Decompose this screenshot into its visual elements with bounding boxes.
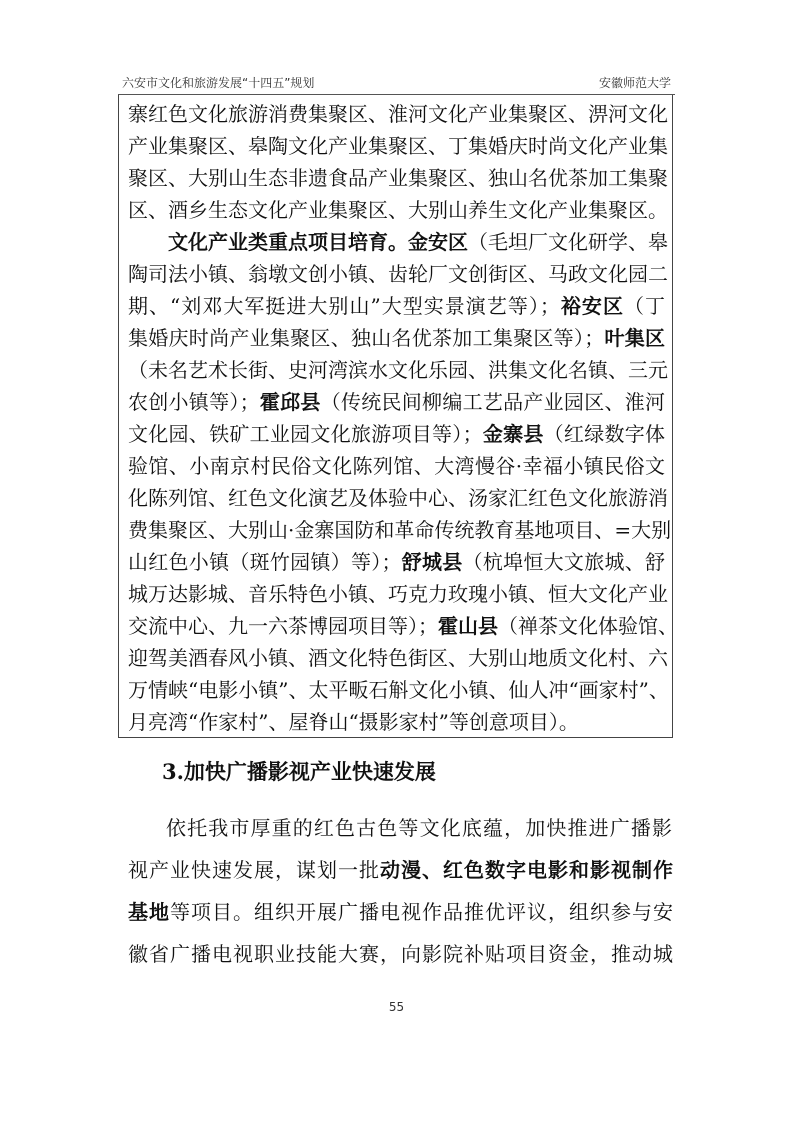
box-line: 万情峡“电影小镇”、太平畈石斛文化小镇、仙人冲“画家村”、 [128,678,669,702]
body-line: 依托我市厚重的红色古色等文化底蕴，加快推进广播影 [166,816,673,840]
body-line: 基地等项目。组织开展广播电视作品推优评议，组织参与安 [128,900,674,924]
box-line: 寨红色文化旅游消费集聚区、淮河文化产业集聚区、淠河文化 [128,102,668,126]
box-line: 验馆、小南京村民俗文化陈列馆、大湾慢谷·幸福小镇民俗文 [128,454,665,478]
box-line: 陶司法小镇、翁墩文创小镇、齿轮厂文创街区、马政文化园二 [128,262,668,286]
box-line: 集婚庆时尚产业集聚区、独山名优茶加工集聚区等）；叶集区 [128,326,666,350]
box-line: 产业集聚区、皋陶文化产业集聚区、丁集婚庆时尚文化产业集 [128,134,668,158]
body-line: 徽省广播电视职业技能大赛，向影院补贴项目资金，推动城 [128,942,674,966]
box-line: 农创小镇等）；霍邱县（传统民间柳编工艺品产业园区、淮河 [128,390,666,414]
box-line: 费集聚区、大别山·金寨国防和革命传统教育基地项目、=大别 [128,518,672,542]
box-line: 文化产业类重点项目培育。金安区（毛坦厂文化研学、皋 [168,230,668,254]
page-number: 55 [388,1000,405,1014]
box-line: 文化园、铁矿工业园文化旅游项目等）；金寨县（红绿数字体 [128,422,666,446]
box-line: （未名艺术长街、史河湾滨水文化乐园、洪集文化名镇、三元 [128,358,668,382]
box-line: 山红色小镇（斑竹园镇）等）；舒城县（杭埠恒大文旅城、舒 [128,550,666,574]
section-heading: 3.加快广播影视产业快速发展 [162,759,436,784]
box-line: 迎驾美酒春风小镇、酒文化特色街区、大别山地质文化村、六 [128,646,668,670]
header-title: 六安市文化和旅游发展“十四五”规划 [122,76,315,90]
box-line: 月亮湾“作家村”、屋脊山“摄影家村”等创意项目）。 [128,710,579,734]
box-line: 区、酒乡生态文化产业集聚区、大别山养生文化产业集聚区。 [128,198,668,222]
box-line: 城万达影城、音乐特色小镇、巧克力玫瑰小镇、恒大文化产业 [128,582,668,606]
box-line: 交流中心、九一六茶博园项目等）；霍山县（禅茶文化体验馆、 [128,614,678,638]
header-institution: 安徽师范大学 [598,76,671,90]
box-line: 期、“刘邓大军挺进大别山”大型实景演艺等）；裕安区（丁 [128,294,666,318]
page-header [118,70,675,92]
box-line: 聚区、大别山生态非遗食品产业集聚区、独山名优茶加工集聚 [128,166,668,190]
body-line: 视产业快速发展，谋划一批动漫、红色数字电影和影视制作 [128,858,674,882]
box-line: 化陈列馆、红色文化演艺及体验中心、汤家汇红色文化旅游消 [128,486,668,510]
